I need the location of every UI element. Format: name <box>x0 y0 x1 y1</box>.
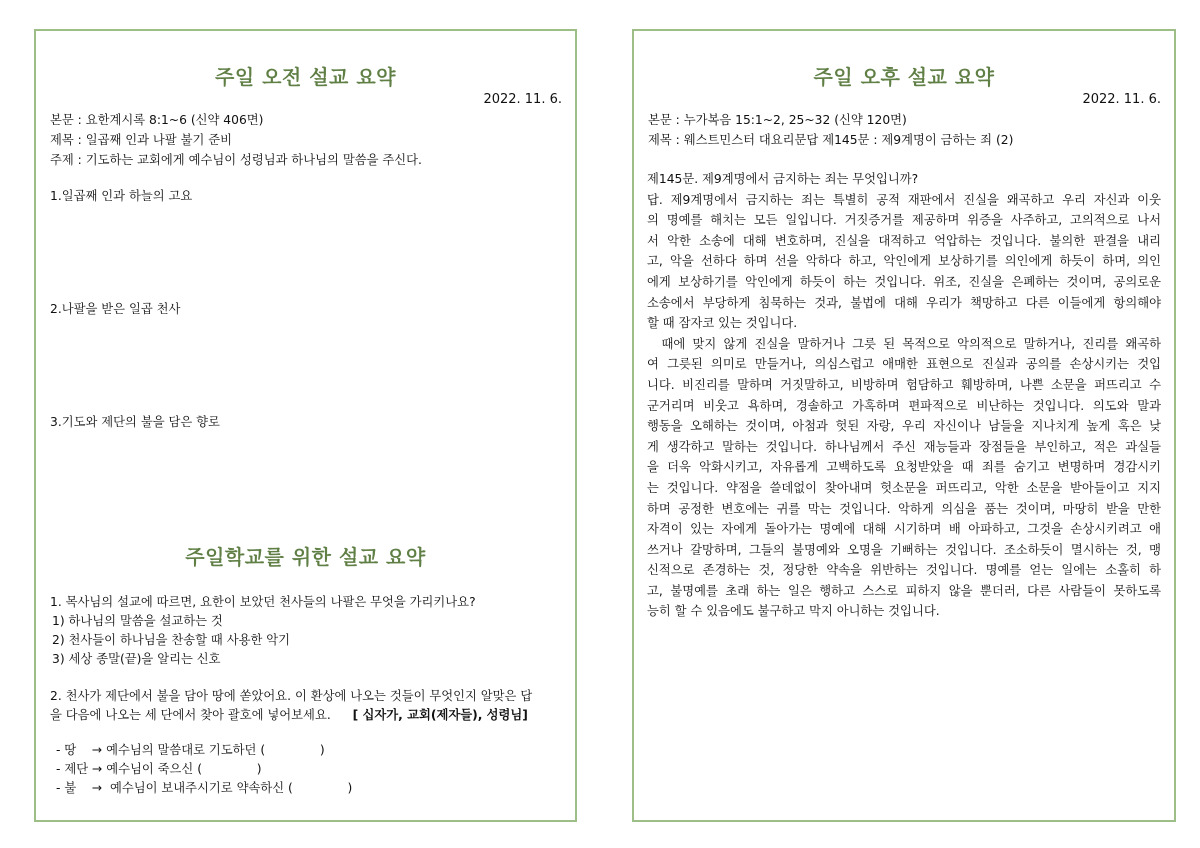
catechism-answer-body <box>647 169 1161 622</box>
morning-sermon-date: 2022. 11. 6. <box>483 92 562 107</box>
catechism-answer-line: 고, 악을 선하다 하며 선을 악하다 하고, 악인에게 보상하기를 의인에게 하듯이 하며, 의인 <box>647 254 1161 269</box>
sermon-point-1: 1.일곱째 인과 하늘의 고요 <box>50 189 193 203</box>
quiz-question-1: 1. 목사님의 설교에 따르면, 요한이 보았던 천사들의 나팔은 무엇을 가리키나요? <box>50 595 476 609</box>
catechism-answer-line: 쓰거나 갈망하며, 그들의 불명예와 오명을 기뻐하는 것입니다. 조소하듯이 멸시하는 것, 맹 <box>647 542 1161 557</box>
catechism-answer-line: 하며 공정한 변호에는 귀를 막는 것입니다. 악하게 의심을 품는 것이며, 마땅히 받을 만한 <box>647 501 1161 516</box>
catechism-answer-line: 행동을 오해하는 것이며, 아첨과 헛된 자랑, 우리 자신이나 남들을 지나치게 높게 혹은 낮 <box>647 419 1161 434</box>
sunday-school-title: 주일학교를 위한 설교 요약 <box>185 545 426 569</box>
catechism-answer-line: 답. 제9계명에서 금지하는 죄는 특별히 공적 재판에서 진실을 왜곡하고 우리 자신과 이웃 <box>647 192 1161 207</box>
morning-sermon-subject: 제목 : 일곱째 인과 나팔 불기 준비 <box>50 133 233 147</box>
catechism-answer-line: 의 명예를 해치는 모든 일입니다. 거짓증거를 제공하며 위증을 사주하고, 고의적으로 나서 <box>647 213 1161 228</box>
morning-scripture: 본문 : 요한계시록 8:1~6 (신약 406면) <box>50 113 264 127</box>
sermon-point-2: 2.나팔을 받은 일곱 천사 <box>50 302 181 316</box>
quiz-question-2-line1: 2. 천사가 제단에서 불을 담아 땅에 쏟았어요. 이 환상에 나오는 것들이 무엇인지 알맞은 답 <box>50 689 533 703</box>
afternoon-sermon-date: 2022. 11. 6. <box>1082 92 1161 107</box>
catechism-answer-lines <box>647 190 1161 622</box>
fill-blank-altar: - 제단 → 예수님이 죽으신 ( ) <box>56 762 262 776</box>
catechism-answer-line: 서 악한 소송에 대해 변호하며, 진실을 대적하고 억압하는 것입니다. 불의한 판결을 내리 <box>647 233 1161 248</box>
catechism-answer-line: 을 더욱 악화시키고, 자유롭게 고백하도록 요청받았을 때 죄를 숨기고 변명하며 경감시키 <box>647 460 1161 475</box>
afternoon-scripture: 본문 : 누가복음 15:1~2, 25~32 (신약 120면) <box>648 113 907 127</box>
afternoon-sermon-title: 주일 오후 설교 요약 <box>813 65 995 89</box>
morning-sermon-panel <box>34 29 577 822</box>
catechism-answer-line: 는 것입니다. 약점을 쓸데없이 찾아내며 헛소문을 퍼뜨리고, 악한 소문을 받아들이고 지지 <box>647 480 1161 495</box>
catechism-answer-line: 소송에서 부당하게 침묵하는 것과, 불법에 대해 우리가 책망하고 다른 이들에게 항의해야 <box>647 295 1161 310</box>
catechism-answer-line: 고, 불명예를 초래 하는 일은 행하고 스스로 피하지 않을 뿐더러, 다른 사람들이 못하도록 <box>647 583 1161 598</box>
morning-sermon-title: 주일 오전 설교 요약 <box>215 65 396 89</box>
fill-blank-ground: - 땅 → 예수님의 말씀대로 기도하던 ( ) <box>56 743 325 757</box>
sermon-point-3: 3.기도와 제단의 불을 담은 향로 <box>50 415 220 429</box>
quiz-option-2: 2) 천사들이 하나님을 찬송할 때 사용한 악기 <box>52 633 291 647</box>
quiz-answer-hint: [ 십자가, 교회(제자들), 성령님] <box>352 708 528 722</box>
catechism-answer-line: 니다. 비진리를 말하며 거짓말하고, 비방하며 험담하고 훼방하며, 나쁜 소문을 퍼뜨리고 수 <box>647 377 1161 392</box>
catechism-answer-line: 여 그릇된 의미로 만들거나, 의심스럽고 애매한 표현으로 진실과 공의를 손상시키는 것입 <box>647 357 1161 372</box>
morning-sermon-theme: 주제 : 기도하는 교회에게 예수님이 성령님과 하나님의 말씀을 주신다. <box>50 153 422 167</box>
catechism-answer-line: 자격이 있는 자에게 돌아가는 명예에 대해 시기하며 배 아파하고, 그것을 손상시키려고 애 <box>647 522 1161 537</box>
catechism-answer-line: 게 생각하고 말하는 것입니다. 하나님께서 주신 재능들과 장점들을 부인하고, 적은 과실들 <box>647 439 1161 454</box>
quiz-option-1: 1) 하나님의 말씀을 설교하는 것 <box>52 614 223 628</box>
quiz-question-2-text: 을 다음에 나오는 세 단에서 찾아 괄호에 넣어보세요. <box>50 708 331 722</box>
catechism-answer-line: 때에 맞지 않게 진실을 말하거나 그릇 된 목적으로 악의적으로 말하거나, 진리를 왜곡하 <box>647 336 1161 351</box>
catechism-answer-line: 군거리며 비웃고 욕하며, 경솔하고 가혹하며 편파적으로 비난하는 것입니다. 의도와 말과 <box>647 398 1161 413</box>
afternoon-sermon-subject: 제목 : 웨스트민스터 대요리문답 제145문 : 제9계명이 금하는 죄 (2) <box>648 133 1014 147</box>
catechism-question: 제145문. 제9계명에서 금지하는 죄는 무엇입니까? <box>647 172 919 186</box>
catechism-answer-line: 에게 보상하기를 악인에게 하듯이 하는 것입니다. 위조, 진실을 은폐하는 것이며, 공의로운 <box>647 274 1161 289</box>
fill-blank-fire: - 불 → 예수님이 보내주시기로 약속하신 ( ) <box>56 781 353 795</box>
afternoon-sermon-panel <box>632 29 1176 822</box>
catechism-answer-line: 신적으로 존경하는 것, 정당한 약속을 위반하는 것입니다. 명예를 얻는 일에는 소홀히 하 <box>647 563 1161 578</box>
quiz-question-2-line2 <box>50 705 528 723</box>
quiz-option-3: 3) 세상 종말(끝)을 알리는 신호 <box>52 652 221 666</box>
catechism-answer-line: 능히 할 수 있음에도 불구하고 막지 아니하는 것입니다. <box>647 604 940 619</box>
catechism-answer-line: 할 때 잠자코 있는 것입니다. <box>647 316 798 331</box>
